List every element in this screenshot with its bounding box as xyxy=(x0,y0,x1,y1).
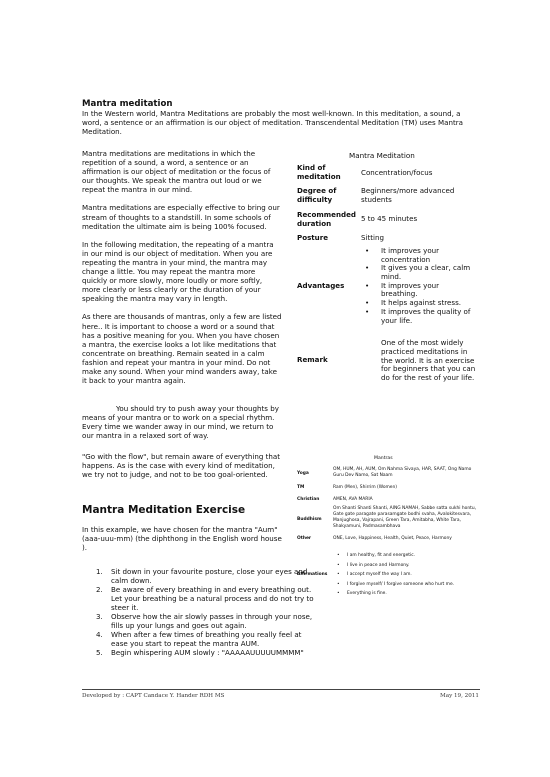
list-item: • I am healthy, fit and energetic. xyxy=(333,552,480,562)
row-value: 5 to 45 minutes xyxy=(361,213,418,223)
footer-date: May 19, 2011 xyxy=(440,693,479,699)
list-item xyxy=(82,612,314,630)
exercise-title: Mantra Meditation Exercise xyxy=(82,504,246,516)
row-value xyxy=(361,247,477,325)
table-row xyxy=(297,187,477,210)
list-item xyxy=(82,585,314,612)
table-row xyxy=(297,247,477,325)
table-row xyxy=(297,497,480,506)
list-item: • Everything is fine. xyxy=(333,590,480,598)
affirmations-list xyxy=(333,552,480,598)
row-value: Beginners/more advanced students xyxy=(361,186,455,205)
step-number: 1. xyxy=(96,567,103,576)
paragraph: Mantra meditations are especially effective to bring our stream of thoughts to a standstill. In some schools of meditation the ultimate aim is being 100% focused. xyxy=(82,203,280,231)
footer-divider xyxy=(82,689,480,690)
list-item: • I accept myself the way I am. xyxy=(333,571,480,581)
list-item: • I forgive myself/ I forgive someone who hurt me. xyxy=(333,581,480,591)
exercise-steps xyxy=(82,567,314,657)
step-text: Sit down in your favourite posture, close your eyes and calm down. xyxy=(111,567,308,585)
push-indent: You should try to push away your thoughts by xyxy=(116,404,279,413)
table-row xyxy=(297,164,477,187)
page-title: Mantra meditation xyxy=(82,99,173,109)
step-text: Begin whispering AUM slowly : "AAAAAUUUUUMMMM" xyxy=(111,648,304,657)
list-item: • I live in peace and Harmony. xyxy=(333,562,480,572)
list-item: • It gives you a clear, calm mind. xyxy=(361,264,477,281)
step-text: Be aware of every breathing in and every breathing out. Let your breathing be a natural process and do not try to steer it. xyxy=(111,585,314,612)
mantras-table xyxy=(297,467,480,601)
row-label: Buddhism xyxy=(297,516,322,522)
row-label: Remark xyxy=(297,354,328,364)
row-label: TM xyxy=(297,485,305,490)
table-row xyxy=(297,536,480,552)
step-text: When after a few times of breathing you really feel at ease you start to repeat the mantra AUM. xyxy=(111,630,302,648)
row-value: One of the most widely practiced meditations in the world. It is an exercise for beginners that you can do for the rest of your life. xyxy=(381,338,476,383)
list-item: • It improves the quality of your life. xyxy=(361,308,477,325)
row-value: Om Shanti Shanti Shanti, AING NAMAH, Sabbe satta sukhi hontu, Gate gate paragate parasamgate bodhi svaha, Avalokitesvara, Manjughosa, Vajrapani, Green Tara, Amitabha, White Tara, Shakyamuni, Padmasambhava xyxy=(333,506,477,529)
row-label: Degree of difficulty xyxy=(297,186,337,205)
push-rest: means of your mantra or to work on a special rhythm. Every time we wander away in our mind, we return to our mantra in a relaxed sort of way. xyxy=(82,413,275,441)
intro-paragraph: In the Western world, Mantra Meditations are probably the most well-known. In this meditation, a sound, a word, a sentence or an affirmation is our object of meditation. Transcendental Meditation (TM) uses Mantra Meditation. xyxy=(82,109,463,137)
footer-author: Developed by : CAPT Candace Y. Hander RDH MS xyxy=(82,693,225,699)
step-number: 2. xyxy=(96,585,103,594)
paragraph: As there are thousands of mantras, only a few are listed here.. It is important to choose a word or a sound that has a positive meaning for you. When you have chosen a mantra, the exercise looks a lot like meditations that concentrate on breathing. Remain seated in a calm fashion and repeat your mantra in your mind. Do not make any sound. When your mind wanders away, take it back to your mantra again. xyxy=(82,312,282,386)
table-row xyxy=(297,211,477,234)
row-label: Kind of meditation xyxy=(297,163,341,181)
list-item: • It improves your breathing. xyxy=(361,282,477,299)
go-with-flow-paragraph: "Go with the flow", but remain aware of everything that happens. As is the case with every kind of meditation, we try not to judge, and not to be too goal-oriented. xyxy=(82,452,280,480)
row-label: Posture xyxy=(297,233,329,243)
info-table-title: Mantra Meditation xyxy=(349,151,415,160)
exercise-intro: In this example, we have chosen for the mantra "Aum" (aaa-uuu-mm) (the diphthong in the English word house ). xyxy=(82,525,282,553)
mantras-table-title: Mantras xyxy=(374,456,393,461)
list-item xyxy=(82,567,314,585)
table-row xyxy=(297,467,480,485)
row-value xyxy=(333,552,480,601)
table-row xyxy=(297,552,480,601)
row-label: Affirmations xyxy=(297,571,328,577)
list-item: • It improves your concentration xyxy=(361,247,477,264)
row-value: Concentration/focus xyxy=(361,168,433,177)
list-item xyxy=(82,630,314,648)
row-value: OM, HUM, AH, AUM, Om Nahma Sivaya, HAR, SAAT, Ong Namo Guru Dev Namo, Sat Naam xyxy=(333,467,472,478)
step-number: 3. xyxy=(96,612,103,621)
paragraph: In the following meditation, the repeating of a mantra in our mind is our object of meditation. When you are repeating the mantra in your mind, the mantra may change a little. You may repeat the mantra more quickly or more slowly, more loudly or more softly, more clearly or less clearly or the duration of your speaking the mantra may vary in length. xyxy=(82,239,274,304)
table-row xyxy=(297,485,480,497)
step-text: Observe how the air slowly passes in through your nose, fills up your lungs and goes out again. xyxy=(111,612,313,630)
row-label: Other xyxy=(297,536,312,541)
push-paragraph xyxy=(82,404,282,440)
row-value: ONE, Love, Happiness, Health, Quiet, Peace, Harmony xyxy=(333,536,452,541)
table-row xyxy=(297,325,477,383)
step-number: 5. xyxy=(96,648,103,657)
row-value: Sitting xyxy=(361,233,385,243)
list-item: • It helps against stress. xyxy=(361,299,477,308)
step-number: 4. xyxy=(96,630,103,639)
advantages-list xyxy=(361,247,477,325)
row-label: Christian xyxy=(297,497,320,502)
list-item xyxy=(82,648,314,657)
row-label: Advantages xyxy=(297,280,345,290)
left-column xyxy=(82,149,282,394)
row-value: Ram (Men), Shirrim (Women) xyxy=(333,485,397,490)
row-value: AMEN, AVA MARIA xyxy=(333,497,373,502)
paragraph: Mantra meditations are meditations in which the repetition of a sound, a word, a sentence or an affirmation is our object of meditation or the focus of our thoughts. We speak the mantra out loud or we repeat the mantra in our mind. xyxy=(82,149,271,195)
table-row xyxy=(297,506,480,536)
row-label: Recommended duration xyxy=(297,209,356,228)
info-table xyxy=(297,164,477,383)
row-label: Yoga xyxy=(297,471,309,476)
